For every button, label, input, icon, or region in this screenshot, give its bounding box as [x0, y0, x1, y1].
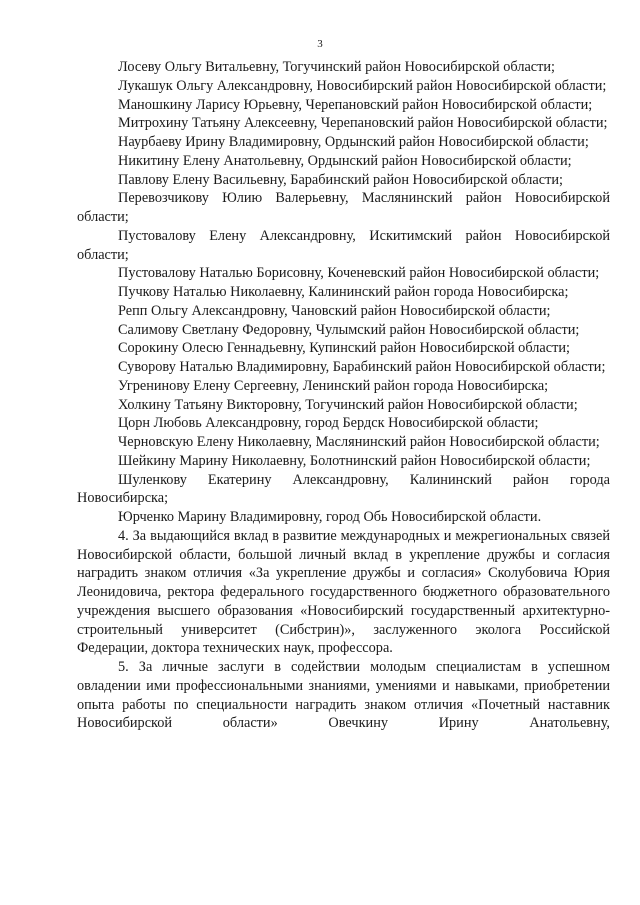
award-entry: Шуленкову Екатерину Александровну, Калининский район города Новосибирска; [77, 471, 610, 507]
award-entry: Угренинову Елену Сергеевну, Ленинский район города Новосибирска; [118, 377, 549, 394]
award-entry: Пустовалову Елену Александровну, Искитимский район Новосибирской области; [77, 227, 610, 263]
award-entry: Холкину Татьяну Викторовну, Тогучинский район Новосибирской области; [118, 396, 578, 413]
award-entry: Пучкову Наталью Николаевну, Калининский район города Новосибирска; [118, 284, 569, 300]
award-entry: Шейкину Марину Николаевну, Болотнинский район Новосибирской области; [118, 452, 591, 469]
decree-paragraph-5: 5. За личные заслуги в содействии молодым специалистам в успешном овладении ими профессиональными знаниями, умениями и навыками, приобретении опыта работы по специальности наградить знаком отличия «Почетный наставник Новосибирской области» Овечкину Ирину Анатольевну, [77, 659, 610, 732]
page-number: 3 [317, 38, 323, 50]
award-entry: Юрченко Марину Владимировну, город Обь Новосибирской области. [118, 509, 542, 525]
award-entry: Никитину Елену Анатольевну, Ордынский район Новосибирской области; [118, 152, 572, 169]
award-entry: Салимову Светлану Федоровну, Чулымский район Новосибирской области; [118, 321, 580, 338]
award-entry: Черновскую Елену Николаевну, Маслянинский район Новосибирской области; [118, 434, 600, 450]
award-entry: Лосеву Ольгу Витальевну, Тогучинский район Новосибирской области; [118, 59, 556, 75]
award-entry: Наурбаеву Ирину Владимировну, Ордынский район Новосибирской области; [118, 134, 589, 150]
award-entry: Суворову Наталью Владимировну, Барабинский район Новосибирской области; [118, 359, 606, 375]
document-body [77, 58, 610, 733]
award-entry: Репп Ольгу Александровну, Чановский район Новосибирской области; [118, 302, 551, 319]
award-entry: Лукашук Ольгу Александровну, Новосибирский район Новосибирской области; [118, 77, 607, 94]
award-entry: Сорокину Олесю Геннадьевну, Купинский район Новосибирской области; [118, 340, 570, 357]
decree-paragraph-4: 4. За выдающийся вклад в развитие международных и межрегиональных связей Новосибирской области, большой личный вклад в укрепление дружбы и согласия наградить знаком отличия «За укрепление дружбы и согласия» Сколубовича Юрия Леонидовича, ректора федерального государственного бюджетного образовательного учреждения высшего образования «Новосибирский государственный архитектурно-строительный университет (Сибстрин)», заслуженного эколога Российской Федерации, доктора технических наук, профессора. [77, 527, 610, 657]
award-entry: Митрохину Татьяну Алексеевну, Черепановский район Новосибирской области; [118, 115, 608, 132]
award-entry: Перевозчикову Юлию Валерьевну, Маслянинский район Новосибирской области; [77, 190, 610, 225]
award-entry: Пустовалову Наталью Борисовну, Коченевский район Новосибирской области; [118, 265, 600, 282]
award-entry: Маношкину Ларису Юрьевну, Черепановский район Новосибирской области; [118, 96, 593, 113]
award-entry: Павлову Елену Васильевну, Барабинский район Новосибирской области; [118, 171, 563, 188]
award-entry: Цорн Любовь Александровну, город Бердск Новосибирской области; [118, 415, 539, 432]
